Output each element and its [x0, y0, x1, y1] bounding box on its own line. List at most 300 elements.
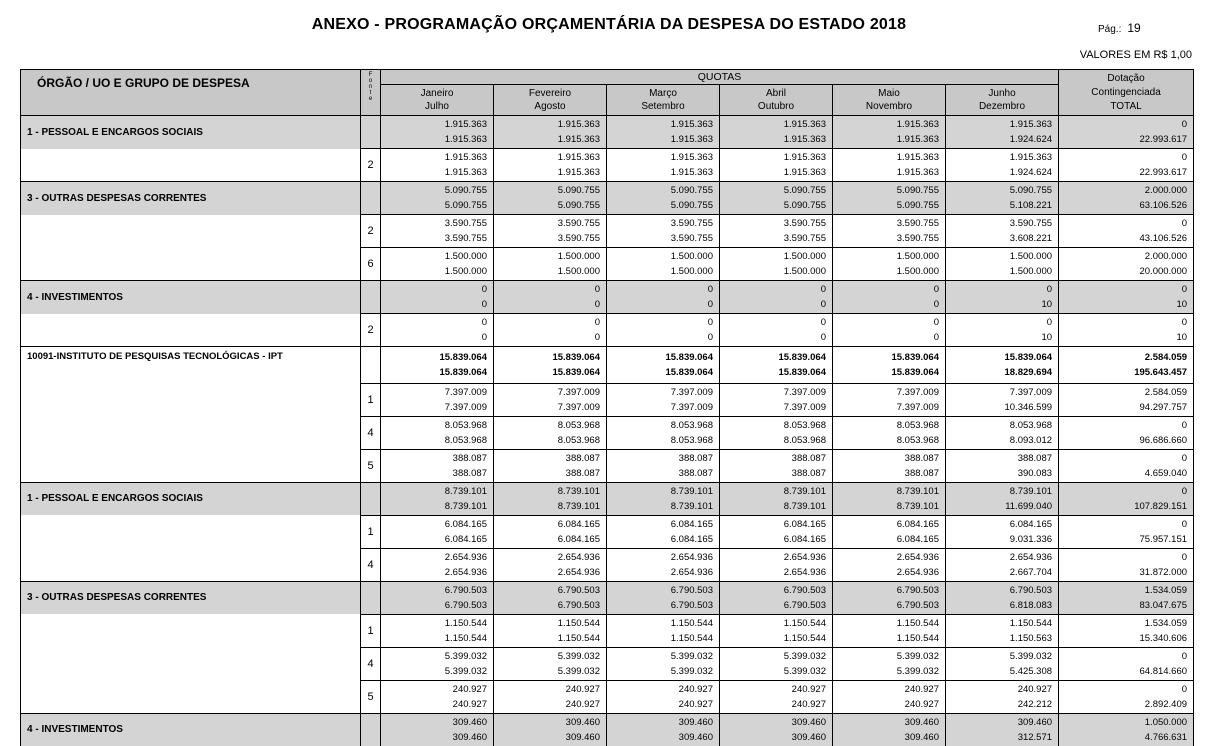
dotacao-cell	[1059, 116, 1194, 149]
value-second-half: 18.829.694	[1004, 366, 1053, 378]
value-second-half: 10	[1041, 332, 1053, 343]
quota-cell	[833, 449, 946, 482]
row-fonte: 2	[361, 215, 381, 248]
value-second-half: 3.590.755	[783, 233, 826, 244]
quota-cell	[607, 314, 720, 347]
row-fonte	[361, 116, 381, 149]
values-note: VALORES EM R$ 1,00	[1079, 49, 1192, 61]
value-second-half: 0	[820, 332, 826, 343]
value-first-half: 0	[820, 317, 826, 328]
header-month-first: Abril	[765, 88, 786, 99]
value-second-half: 1.150.544	[444, 632, 487, 644]
quota-cell	[494, 215, 607, 248]
quota-cell	[833, 281, 946, 314]
value-second-half: 15.839.064	[665, 366, 713, 378]
value-first-half: 0	[1181, 452, 1188, 464]
row-label: 1 - PESSOAL E ENCARGOS SOCIAIS	[21, 116, 361, 149]
quota-cell	[720, 581, 833, 614]
value-second-half: 1.915.363	[896, 167, 939, 178]
value-second-half: 43.106.526	[1139, 233, 1188, 244]
table-row	[21, 515, 1194, 548]
row-fonte: 5	[361, 449, 381, 482]
value-first-half: 1.915.363	[444, 119, 487, 130]
table-row	[21, 248, 1194, 281]
quota-cell	[494, 482, 607, 515]
value-first-half: 2.654.936	[896, 551, 939, 563]
header-dotacao-line1: Dotação	[1107, 72, 1145, 84]
value-second-half: 22.993.617	[1139, 167, 1188, 178]
value-first-half: 1.150.544	[670, 617, 713, 629]
value-second-half: 96.686.660	[1139, 434, 1188, 446]
quota-cell	[494, 449, 607, 482]
value-first-half: 309.460	[1017, 716, 1053, 728]
quota-cell	[720, 248, 833, 281]
value-second-half: 15.839.064	[439, 366, 487, 378]
quota-cell	[946, 347, 1059, 384]
value-first-half: 0	[1046, 317, 1053, 328]
value-first-half: 0	[707, 284, 713, 295]
quota-cell	[494, 182, 607, 215]
value-second-half: 0	[707, 332, 713, 343]
value-second-half: 7.397.009	[670, 401, 713, 413]
value-second-half: 312.571	[1017, 731, 1053, 743]
row-fonte: 2	[361, 149, 381, 182]
value-second-half: 6.790.503	[670, 599, 713, 611]
row-label	[21, 416, 361, 449]
value-second-half: 64.814.660	[1139, 665, 1188, 677]
header-quotas: QUOTAS	[381, 70, 1059, 85]
quota-cell	[720, 482, 833, 515]
row-label: 10091-INSTITUTO DE PESQUISAS TECNOLÓGICAS - IPT	[21, 347, 361, 384]
quota-cell	[607, 713, 720, 746]
value-second-half: 0	[933, 299, 939, 310]
value-first-half: 7.397.009	[444, 386, 487, 398]
value-second-half: 6.084.165	[670, 533, 713, 545]
value-first-half: 1.500.000	[557, 251, 600, 262]
value-second-half: 5.425.308	[1009, 665, 1053, 677]
quota-cell	[494, 713, 607, 746]
table-row	[21, 548, 1194, 581]
header-month-first: Janeiro	[420, 88, 454, 99]
value-second-half: 8.053.968	[444, 434, 487, 446]
quota-cell	[946, 449, 1059, 482]
value-second-half: 6.790.503	[444, 599, 487, 611]
value-first-half: 388.087	[452, 452, 487, 464]
value-second-half: 2.667.704	[1009, 566, 1053, 578]
quota-cell	[381, 680, 494, 713]
value-first-half: 388.087	[565, 452, 600, 464]
value-first-half: 0	[1181, 485, 1188, 497]
value-first-half: 2.654.936	[1009, 551, 1053, 563]
row-fonte: 1	[361, 614, 381, 647]
budget-table	[20, 69, 1194, 746]
row-label: 3 - OUTRAS DESPESAS CORRENTES	[21, 581, 361, 614]
value-first-half: 1.915.363	[783, 119, 826, 130]
value-first-half: 7.397.009	[783, 386, 826, 398]
value-second-half: 6.790.503	[783, 599, 826, 611]
value-first-half: 6.084.165	[783, 518, 826, 530]
value-first-half: 6.084.165	[670, 518, 713, 530]
value-first-half: 8.739.101	[557, 485, 600, 497]
quota-cell	[607, 347, 720, 384]
value-first-half: 1.150.544	[1009, 617, 1053, 629]
quota-cell	[946, 248, 1059, 281]
value-second-half: 22.993.617	[1139, 134, 1188, 145]
row-label: 3 - OUTRAS DESPESAS CORRENTES	[21, 182, 361, 215]
value-second-half: 0	[481, 299, 487, 310]
value-second-half: 2.654.936	[557, 566, 600, 578]
value-first-half: 5.399.032	[896, 650, 939, 662]
dotacao-cell	[1059, 548, 1194, 581]
quota-cell	[381, 515, 494, 548]
row-fonte: 1	[361, 515, 381, 548]
value-first-half: 1.500.000	[896, 251, 939, 262]
dotacao-cell	[1059, 482, 1194, 515]
value-second-half: 4.766.631	[1144, 731, 1188, 743]
quota-cell	[833, 680, 946, 713]
quota-cell	[720, 416, 833, 449]
header-month-pair	[720, 85, 833, 116]
quota-cell	[607, 248, 720, 281]
value-second-half: 5.399.032	[444, 665, 487, 677]
value-second-half: 5.090.755	[557, 200, 600, 211]
value-first-half: 388.087	[791, 452, 826, 464]
value-second-half: 107.829.151	[1134, 500, 1188, 512]
value-first-half: 1.915.363	[557, 119, 600, 130]
quota-cell	[494, 116, 607, 149]
value-first-half: 8.739.101	[1009, 485, 1053, 497]
value-second-half: 9.031.336	[1009, 533, 1053, 545]
value-first-half: 6.790.503	[1009, 584, 1053, 596]
value-first-half: 8.053.968	[444, 419, 487, 431]
table-row	[21, 116, 1194, 149]
quota-cell	[720, 281, 833, 314]
value-second-half: 8.093.012	[1009, 434, 1053, 446]
dotacao-cell	[1059, 515, 1194, 548]
value-second-half: 8.739.101	[557, 500, 600, 512]
value-second-half: 0	[594, 332, 600, 343]
row-fonte	[361, 182, 381, 215]
value-first-half: 1.915.363	[896, 119, 939, 130]
value-second-half: 5.399.032	[783, 665, 826, 677]
value-first-half: 6.084.165	[557, 518, 600, 530]
value-second-half: 8.739.101	[896, 500, 939, 512]
value-first-half: 0	[1181, 650, 1188, 662]
quota-cell	[607, 449, 720, 482]
quota-cell	[833, 614, 946, 647]
value-first-half: 388.087	[678, 452, 713, 464]
value-second-half: 8.053.968	[670, 434, 713, 446]
quota-cell	[607, 182, 720, 215]
quota-cell	[833, 416, 946, 449]
quota-cell	[381, 281, 494, 314]
table-row	[21, 680, 1194, 713]
value-second-half: 388.087	[678, 467, 713, 479]
quota-cell	[494, 548, 607, 581]
value-second-half: 5.108.221	[1009, 200, 1053, 211]
value-first-half: 0	[594, 317, 600, 328]
table-row	[21, 614, 1194, 647]
quota-cell	[381, 614, 494, 647]
value-second-half: 10	[1041, 299, 1053, 310]
quota-cell	[720, 713, 833, 746]
header-dotacao-line3: TOTAL	[1110, 100, 1142, 112]
value-first-half: 240.927	[1017, 683, 1053, 695]
dotacao-cell	[1059, 614, 1194, 647]
quota-cell	[494, 248, 607, 281]
quota-cell	[946, 116, 1059, 149]
quota-cell	[946, 383, 1059, 416]
row-label	[21, 314, 361, 347]
value-first-half: 0	[933, 317, 939, 328]
value-first-half: 1.500.000	[670, 251, 713, 262]
report-title: ANEXO - PROGRAMAÇÃO ORÇAMENTÁRIA DA DESPESA DO ESTADO 2018	[311, 16, 907, 33]
value-first-half: 3.590.755	[444, 218, 487, 229]
value-second-half: 5.090.755	[896, 200, 939, 211]
quota-cell	[607, 281, 720, 314]
value-second-half: 0	[594, 299, 600, 310]
row-fonte	[361, 713, 381, 746]
header-month-second: Agosto	[534, 101, 566, 112]
header-dotacao-line2: Contingenciada	[1091, 86, 1161, 98]
quota-cell	[494, 680, 607, 713]
value-first-half: 8.053.968	[896, 419, 939, 431]
value-first-half: 8.739.101	[783, 485, 826, 497]
value-first-half: 6.790.503	[670, 584, 713, 596]
value-second-half: 2.654.936	[783, 566, 826, 578]
value-second-half: 1.500.000	[896, 266, 939, 277]
quota-cell	[494, 614, 607, 647]
value-first-half: 8.053.968	[1009, 419, 1053, 431]
quota-cell	[494, 581, 607, 614]
header-month-first: Junho	[988, 88, 1016, 99]
value-first-half: 2.000.000	[1144, 185, 1188, 196]
quota-cell	[946, 581, 1059, 614]
value-second-half: 1.924.624	[1009, 134, 1053, 145]
quota-cell	[381, 548, 494, 581]
value-second-half: 75.957.151	[1139, 533, 1188, 545]
dotacao-cell	[1059, 281, 1194, 314]
table-row	[21, 281, 1194, 314]
value-second-half: 7.397.009	[783, 401, 826, 413]
value-first-half: 15.839.064	[778, 351, 826, 363]
quota-cell	[720, 383, 833, 416]
value-first-half: 3.590.755	[896, 218, 939, 229]
row-fonte: 4	[361, 416, 381, 449]
value-first-half: 0	[594, 284, 600, 295]
value-second-half: 1.150.563	[1009, 632, 1053, 644]
value-first-half: 2.584.059	[1144, 386, 1188, 398]
quota-cell	[381, 482, 494, 515]
quota-cell	[720, 515, 833, 548]
value-second-half: 5.090.755	[783, 200, 826, 211]
value-first-half: 6.790.503	[783, 584, 826, 596]
value-first-half: 0	[1181, 152, 1188, 163]
value-first-half: 6.084.165	[1009, 518, 1053, 530]
row-fonte	[361, 581, 381, 614]
value-first-half: 2.654.936	[557, 551, 600, 563]
value-first-half: 8.053.968	[557, 419, 600, 431]
quota-cell	[607, 482, 720, 515]
quota-cell	[381, 314, 494, 347]
quota-cell	[946, 548, 1059, 581]
quota-cell	[720, 647, 833, 680]
value-second-half: 240.927	[452, 698, 487, 710]
quota-cell	[381, 347, 494, 384]
value-first-half: 0	[1181, 518, 1188, 530]
value-second-half: 1.150.544	[670, 632, 713, 644]
quota-cell	[381, 383, 494, 416]
quota-cell	[607, 215, 720, 248]
value-first-half: 1.534.059	[1144, 584, 1188, 596]
row-fonte	[361, 482, 381, 515]
value-second-half: 3.590.755	[444, 233, 487, 244]
quota-cell	[720, 314, 833, 347]
value-first-half: 0	[707, 317, 713, 328]
value-first-half: 2.654.936	[783, 551, 826, 563]
quota-cell	[494, 416, 607, 449]
table-row	[21, 713, 1194, 746]
row-fonte: 4	[361, 548, 381, 581]
value-second-half: 309.460	[791, 731, 826, 743]
value-second-half: 1.915.363	[444, 167, 487, 178]
value-second-half: 240.927	[565, 698, 600, 710]
value-first-half: 0	[481, 284, 487, 295]
quota-cell	[381, 449, 494, 482]
row-label: 4 - INVESTIMENTOS	[21, 281, 361, 314]
quota-cell	[946, 713, 1059, 746]
value-second-half: 6.790.503	[557, 599, 600, 611]
value-first-half: 6.790.503	[896, 584, 939, 596]
value-second-half: 388.087	[904, 467, 939, 479]
dotacao-cell	[1059, 248, 1194, 281]
value-second-half: 63.106.526	[1139, 200, 1188, 211]
value-first-half: 5.090.755	[783, 185, 826, 196]
value-second-half: 2.654.936	[896, 566, 939, 578]
dotacao-cell	[1059, 581, 1194, 614]
quota-cell	[381, 713, 494, 746]
quota-cell	[833, 116, 946, 149]
quota-cell	[946, 149, 1059, 182]
value-second-half: 15.340.606	[1139, 632, 1188, 644]
row-label	[21, 614, 361, 647]
value-second-half: 5.399.032	[670, 665, 713, 677]
value-second-half: 83.047.675	[1139, 599, 1188, 611]
value-second-half: 1.915.363	[557, 134, 600, 145]
quota-cell	[607, 149, 720, 182]
value-first-half: 0	[1181, 551, 1188, 563]
table-row	[21, 149, 1194, 182]
value-first-half: 1.915.363	[557, 152, 600, 163]
quota-cell	[946, 482, 1059, 515]
value-second-half: 388.087	[565, 467, 600, 479]
value-second-half: 1.915.363	[783, 167, 826, 178]
table-row	[21, 416, 1194, 449]
value-second-half: 8.739.101	[670, 500, 713, 512]
value-first-half: 3.590.755	[557, 218, 600, 229]
value-second-half: 94.297.757	[1139, 401, 1188, 413]
value-first-half: 309.460	[452, 716, 487, 728]
value-first-half: 15.839.064	[439, 351, 487, 363]
quota-cell	[381, 416, 494, 449]
quota-cell	[833, 548, 946, 581]
value-first-half: 1.150.544	[557, 617, 600, 629]
table-row	[21, 449, 1194, 482]
quota-cell	[720, 347, 833, 384]
value-second-half: 5.090.755	[444, 200, 487, 211]
row-label	[21, 680, 361, 713]
quota-cell	[720, 149, 833, 182]
quota-cell	[833, 347, 946, 384]
value-first-half: 1.915.363	[670, 119, 713, 130]
value-first-half: 388.087	[1017, 452, 1053, 464]
value-first-half: 8.739.101	[444, 485, 487, 497]
value-first-half: 3.590.755	[670, 218, 713, 229]
quota-cell	[946, 416, 1059, 449]
row-label: 1 - PESSOAL E ENCARGOS SOCIAIS	[21, 482, 361, 515]
value-second-half: 1.915.363	[783, 134, 826, 145]
value-second-half: 0	[707, 299, 713, 310]
row-label	[21, 149, 361, 182]
value-second-half: 3.608.221	[1009, 233, 1053, 244]
header-month-second: Setembro	[641, 101, 685, 112]
value-first-half: 5.090.755	[444, 185, 487, 196]
value-first-half: 1.500.000	[783, 251, 826, 262]
value-second-half: 1.150.544	[783, 632, 826, 644]
value-first-half: 240.927	[904, 683, 939, 695]
value-second-half: 3.590.755	[670, 233, 713, 244]
value-first-half: 0	[933, 284, 939, 295]
header-fonte: F o n t e	[361, 70, 381, 116]
quota-cell	[607, 116, 720, 149]
value-second-half: 240.927	[678, 698, 713, 710]
quota-cell	[833, 383, 946, 416]
quota-cell	[833, 314, 946, 347]
value-first-half: 0	[1181, 683, 1188, 695]
quota-cell	[381, 248, 494, 281]
quota-cell	[833, 515, 946, 548]
value-first-half: 1.915.363	[783, 152, 826, 163]
quota-cell	[833, 182, 946, 215]
row-fonte: 6	[361, 248, 381, 281]
row-fonte	[361, 347, 381, 384]
row-label	[21, 383, 361, 416]
header-month-pair	[946, 85, 1059, 116]
value-second-half: 1.500.000	[444, 266, 487, 277]
value-second-half: 7.397.009	[444, 401, 487, 413]
value-first-half: 2.000.000	[1144, 251, 1188, 262]
quota-cell	[946, 314, 1059, 347]
value-first-half: 0	[1181, 119, 1188, 130]
quota-cell	[607, 383, 720, 416]
value-first-half: 1.500.000	[444, 251, 487, 262]
table-row	[21, 647, 1194, 680]
header-dotacao	[1059, 70, 1194, 116]
value-first-half: 5.090.755	[896, 185, 939, 196]
value-second-half: 15.839.064	[778, 366, 826, 378]
value-first-half: 1.150.544	[783, 617, 826, 629]
value-first-half: 8.739.101	[896, 485, 939, 497]
quota-cell	[381, 182, 494, 215]
value-second-half: 309.460	[678, 731, 713, 743]
value-first-half: 2.654.936	[444, 551, 487, 563]
value-first-half: 0	[1046, 284, 1053, 295]
value-second-half: 1.915.363	[444, 134, 487, 145]
value-first-half: 309.460	[565, 716, 600, 728]
quota-cell	[946, 614, 1059, 647]
value-first-half: 6.790.503	[557, 584, 600, 596]
value-first-half: 6.084.165	[896, 518, 939, 530]
